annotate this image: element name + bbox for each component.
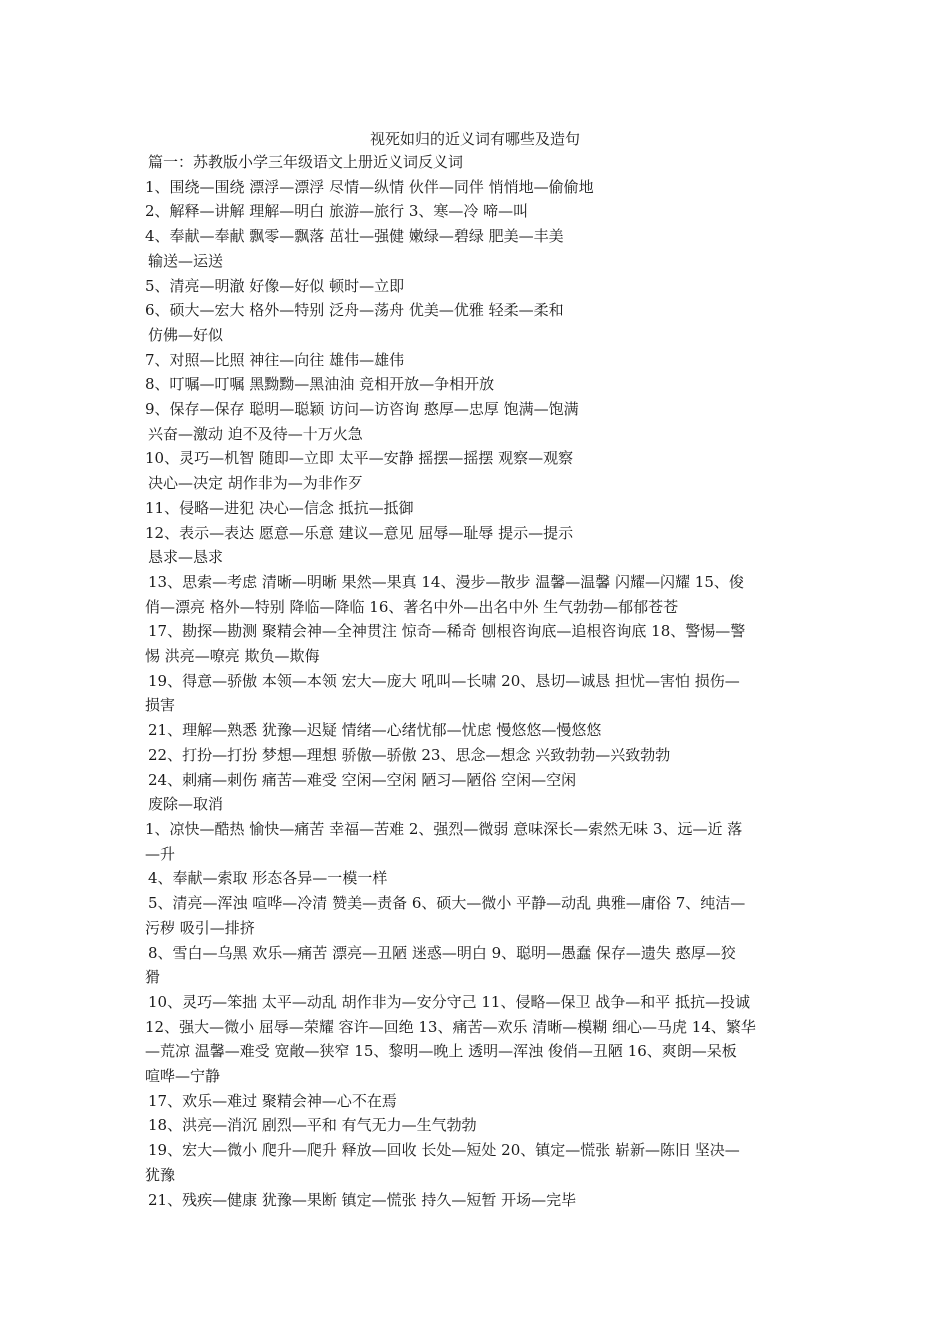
text-line: 仿佛—好似 — [148, 325, 224, 344]
text-line: 5、清亮—浑浊 喧哗—冷清 赞美—责备 6、硕大—微小 平静—动乱 典雅—庸俗 7、纯洁— — [148, 894, 746, 913]
text-line: 1、凉快—酷热 愉快—痛苦 幸福—苦难 2、强烈—微弱 意味深长—索然无味 3、远—近 落 — [145, 819, 743, 838]
section-heading: 篇一：苏教版小学三年级语文上册近义词反义词 — [148, 153, 464, 171]
text-line: 17、勘探—勘测 聚精会神—全神贯注 惊奇—稀奇 刨根咨询底—追根咨询底 18、警惕—警 — [148, 622, 746, 641]
text-line: 19、宏大—微小 爬升—爬升 释放—回收 长处—短处 20、镇定—慌张 崭新—陈旧 坚决— — [148, 1141, 740, 1160]
text-line: 17、欢乐—难过 聚精会神—心不在焉 — [148, 1091, 397, 1110]
text-line: 13、思索—考虑 清晰—明晰 果然—果真 14、漫步—散步 温馨—温馨 闪耀—闪耀 15、俊 — [148, 572, 744, 591]
text-line: 4、奉献—奉献 飘零—飘落 茁壮—强健 嫩绿—碧绿 肥美—丰美 — [145, 227, 564, 246]
text-line: 22、打扮—打扮 梦想—理想 骄傲—骄傲 23、思念—想念 兴致勃勃—兴致勃勃 — [148, 745, 671, 764]
text-line: 9、保存—保存 聪明—聪颖 访问—访咨询 憨厚—忠厚 饱满—饱满 — [145, 400, 579, 419]
text-line: 18、洪亮—消沉 剧烈—平和 有气无力—生气勃勃 — [148, 1116, 477, 1135]
text-line: 8、叮嘱—叮嘱 黑黝黝—黑油油 竞相开放—争相开放 — [145, 375, 495, 394]
text-line: 猾 — [145, 968, 161, 987]
page-title: 视死如归的近义词有哪些及造句 — [369, 130, 580, 148]
document-body — [145, 150, 810, 1212]
text-line: 12、强大—微小 屈辱—荣耀 容许—回绝 13、痛苦—欢乐 清晰—模糊 细心—马虎 14、繁华 — [145, 1017, 756, 1036]
text-line: 损害 — [145, 696, 176, 715]
text-line: 1、围绕—围绕 漂浮—漂浮 尽情—纵情 伙伴—同伴 悄悄地—偷偷地 — [145, 177, 594, 196]
text-line: 惕 洪亮—嘹亮 欺负—欺侮 — [145, 647, 320, 666]
text-line: 犹豫 — [145, 1165, 176, 1184]
text-line: 21、理解—熟悉 犹豫—迟疑 情绪—心绪忧郁—忧虑 慢悠悠—慢悠悠 — [148, 721, 602, 740]
text-line: 7、对照—比照 神往—向往 雄伟—雄伟 — [145, 350, 405, 369]
text-line: 12、表示—表达 愿意—乐意 建议—意见 屈辱—耻辱 提示—提示 — [145, 523, 574, 542]
text-line: 5、清亮—明澈 好像—好似 顿时—立即 — [145, 276, 405, 295]
text-line: 11、侵略—进犯 决心—信念 抵抗—抵御 — [145, 498, 414, 517]
text-line: 2、解释—讲解 理解—明白 旅游—旅行 3、寒—冷 啼—叫 — [145, 202, 529, 221]
text-line: 21、残疾—健康 犹豫—果断 镇定—慌张 持久—短暂 开场—完毕 — [148, 1190, 577, 1209]
text-line: 输送—运送 — [148, 251, 224, 270]
text-line: 俏—漂亮 格外—特别 降临—降临 16、著名中外—出名中外 生气勃勃—郁郁苍苍 — [145, 597, 679, 616]
text-line: 废除—取消 — [148, 795, 224, 814]
text-line: 10、灵巧—机智 随即—立即 太平—安静 摇摆—摇摆 观察—观察 — [145, 449, 574, 468]
text-line: 污秽 吸引—排挤 — [145, 918, 255, 937]
text-line: 决心—决定 胡作非为—为非作歹 — [148, 474, 363, 493]
text-line: 喧哗—宁静 — [145, 1067, 221, 1086]
text-line: —升 — [145, 844, 176, 863]
text-line: 24、刺痛—刺伤 痛苦—难受 空闲—空闲 陋习—陋俗 空闲—空闲 — [148, 770, 577, 789]
text-line: —荒凉 温馨—难受 宽敞—狭窄 15、黎明—晚上 透明—浑浊 俊俏—丑陋 16、爽朗—呆板 — [145, 1042, 737, 1061]
text-line: 兴奋—激动 迫不及待—十万火急 — [148, 424, 363, 443]
text-line: 6、硕大—宏大 格外—特别 泛舟—荡舟 优美—优雅 轻柔—柔和 — [145, 301, 564, 320]
text-line: 恳求—恳求 — [148, 548, 224, 567]
text-line: 4、奉献—索取 形态各异—一模一样 — [148, 869, 388, 888]
text-line: 8、雪白—乌黑 欢乐—痛苦 漂亮—丑陋 迷惑—明白 9、聪明—愚蠢 保存—遗失 憨厚—狡 — [148, 943, 736, 962]
text-line: 19、得意—骄傲 本领—本领 宏大—庞大 吼叫—长啸 20、恳切—诚恳 担忧—害怕 损伤— — [148, 671, 740, 690]
text-line: 10、灵巧—笨拙 太平—动乱 胡作非为—安分守己 11、侵略—保卫 战争—和平 抵抗—投诚 — [148, 992, 751, 1011]
